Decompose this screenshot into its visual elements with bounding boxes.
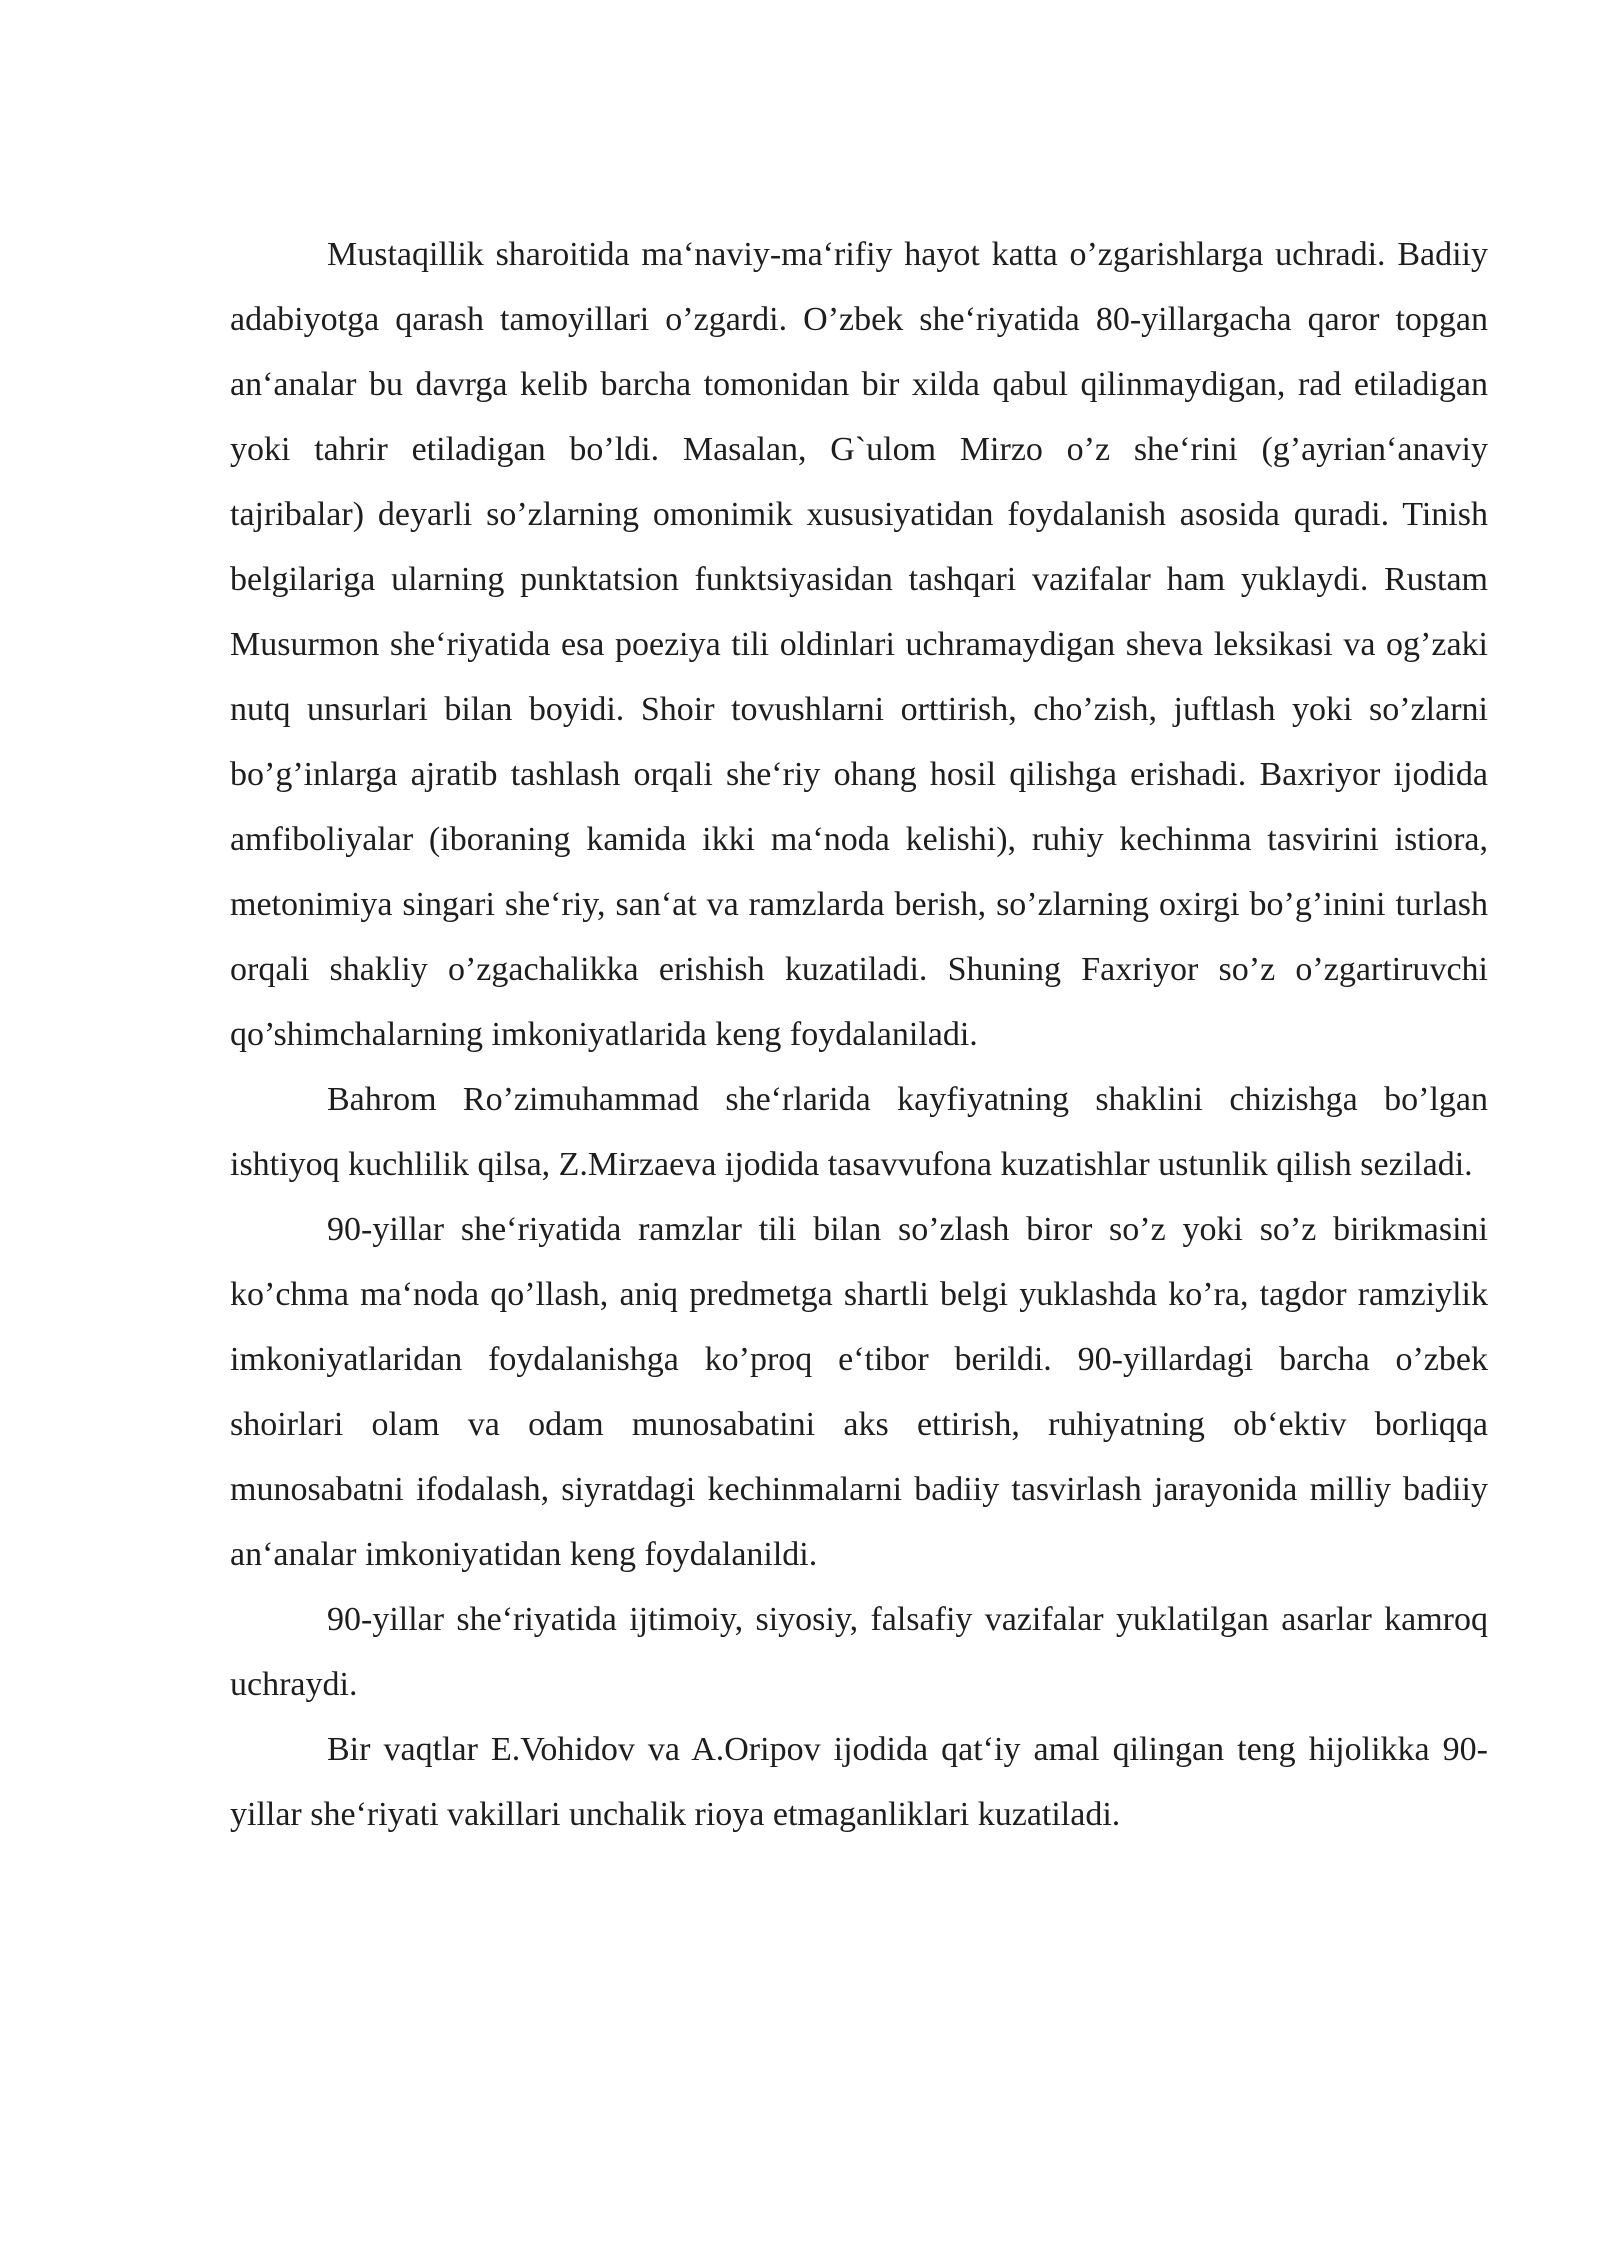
body-text xyxy=(230,222,1488,1847)
paragraph: 90-yillar she‘riyatida ijtimoiy, siyosiy, falsafiy vazifalar yuklatilgan asarlar kamroq uchraydi. xyxy=(230,1601,1488,1703)
paragraph: 90-yillar she‘riyatida ramzlar tili bilan so’zlash biror so’z yoki so’z birikmasini ko’chma ma‘noda qo’llash, aniq predmetga shartli belgi yuklashda ko’ra, tagdor ramziylik imkoniyatlaridan foydalanishga ko’proq e‘tibor berildi. 90-yillardagi barcha o’zbek shoirlari olam va odam munosabatini aks ettirish, ruhiyatning ob‘ektiv borliqqa munosabatni ifodalash, siyratdagi kechinmalarni badiiy tasvirlash jarayonida milliy badiiy an‘analar imkoniyatidan keng foydalanildi. xyxy=(230,1211,1488,1573)
paragraph: Bahrom Ro’zimuhammad she‘rlarida kayfiyatning shaklini chizishga bo’lgan ishtiyoq kuchlilik qilsa, Z.Mirzaeva ijodida tasavvufona kuzatishlar ustunlik qilish seziladi. xyxy=(230,1081,1488,1183)
paragraph: Bir vaqtlar E.Vohidov va A.Oripov ijodida qat‘iy amal qilingan teng hijolikka 90-yillar she‘riyati vakillari unchalik rioya etmaganliklari kuzatiladi. xyxy=(230,1731,1488,1833)
paragraph: Mustaqillik sharoitida ma‘naviy-ma‘rifiy hayot katta o’zgarishlarga uchradi. Badiiy adabiyotga qarash tamoyillari o’zgardi. O’zbek she‘riyatida 80-yillargacha qaror topgan an‘analar bu davrga kelib barcha tomonidan bir xilda qabul qilinmaydigan, rad etiladigan yoki tahrir etiladigan bo’ldi. Masalan, G`ulom Mirzo o’z she‘rini (g’ayrian‘anaviy tajribalar) deyarli so’zlarning omonimik xususiyatidan foydalanish asosida quradi. Tinish belgilariga ularning punktatsion funktsiyasidan tashqari vazifalar ham yuklaydi. Rustam Musurmon she‘riyatida esa poeziya tili oldinlari uchramaydigan sheva leksikasi va og’zaki nutq unsurlari bilan boyidi. Shoir tovushlarni orttirish, cho’zish, juftlash yoki so’zlarni bo’g’inlarga ajratib tashlash orqali she‘riy ohang hosil qilishga erishadi. Baxriyor ijodida amfiboliyalar (iboraning kamida ikki ma‘noda kelishi), ruhiy kechinma tasvirini istiora, metonimiya singari she‘riy, san‘at va ramzlarda berish, so’zlarning oxirgi bo’g’inini turlash orqali shakliy o’zgachalikka erishish kuzatiladi. Shuning Faxriyor so’z o’zgartiruvchi qo’shimchalarning imkoniyatlarida keng foydalaniladi. xyxy=(230,236,1488,1053)
